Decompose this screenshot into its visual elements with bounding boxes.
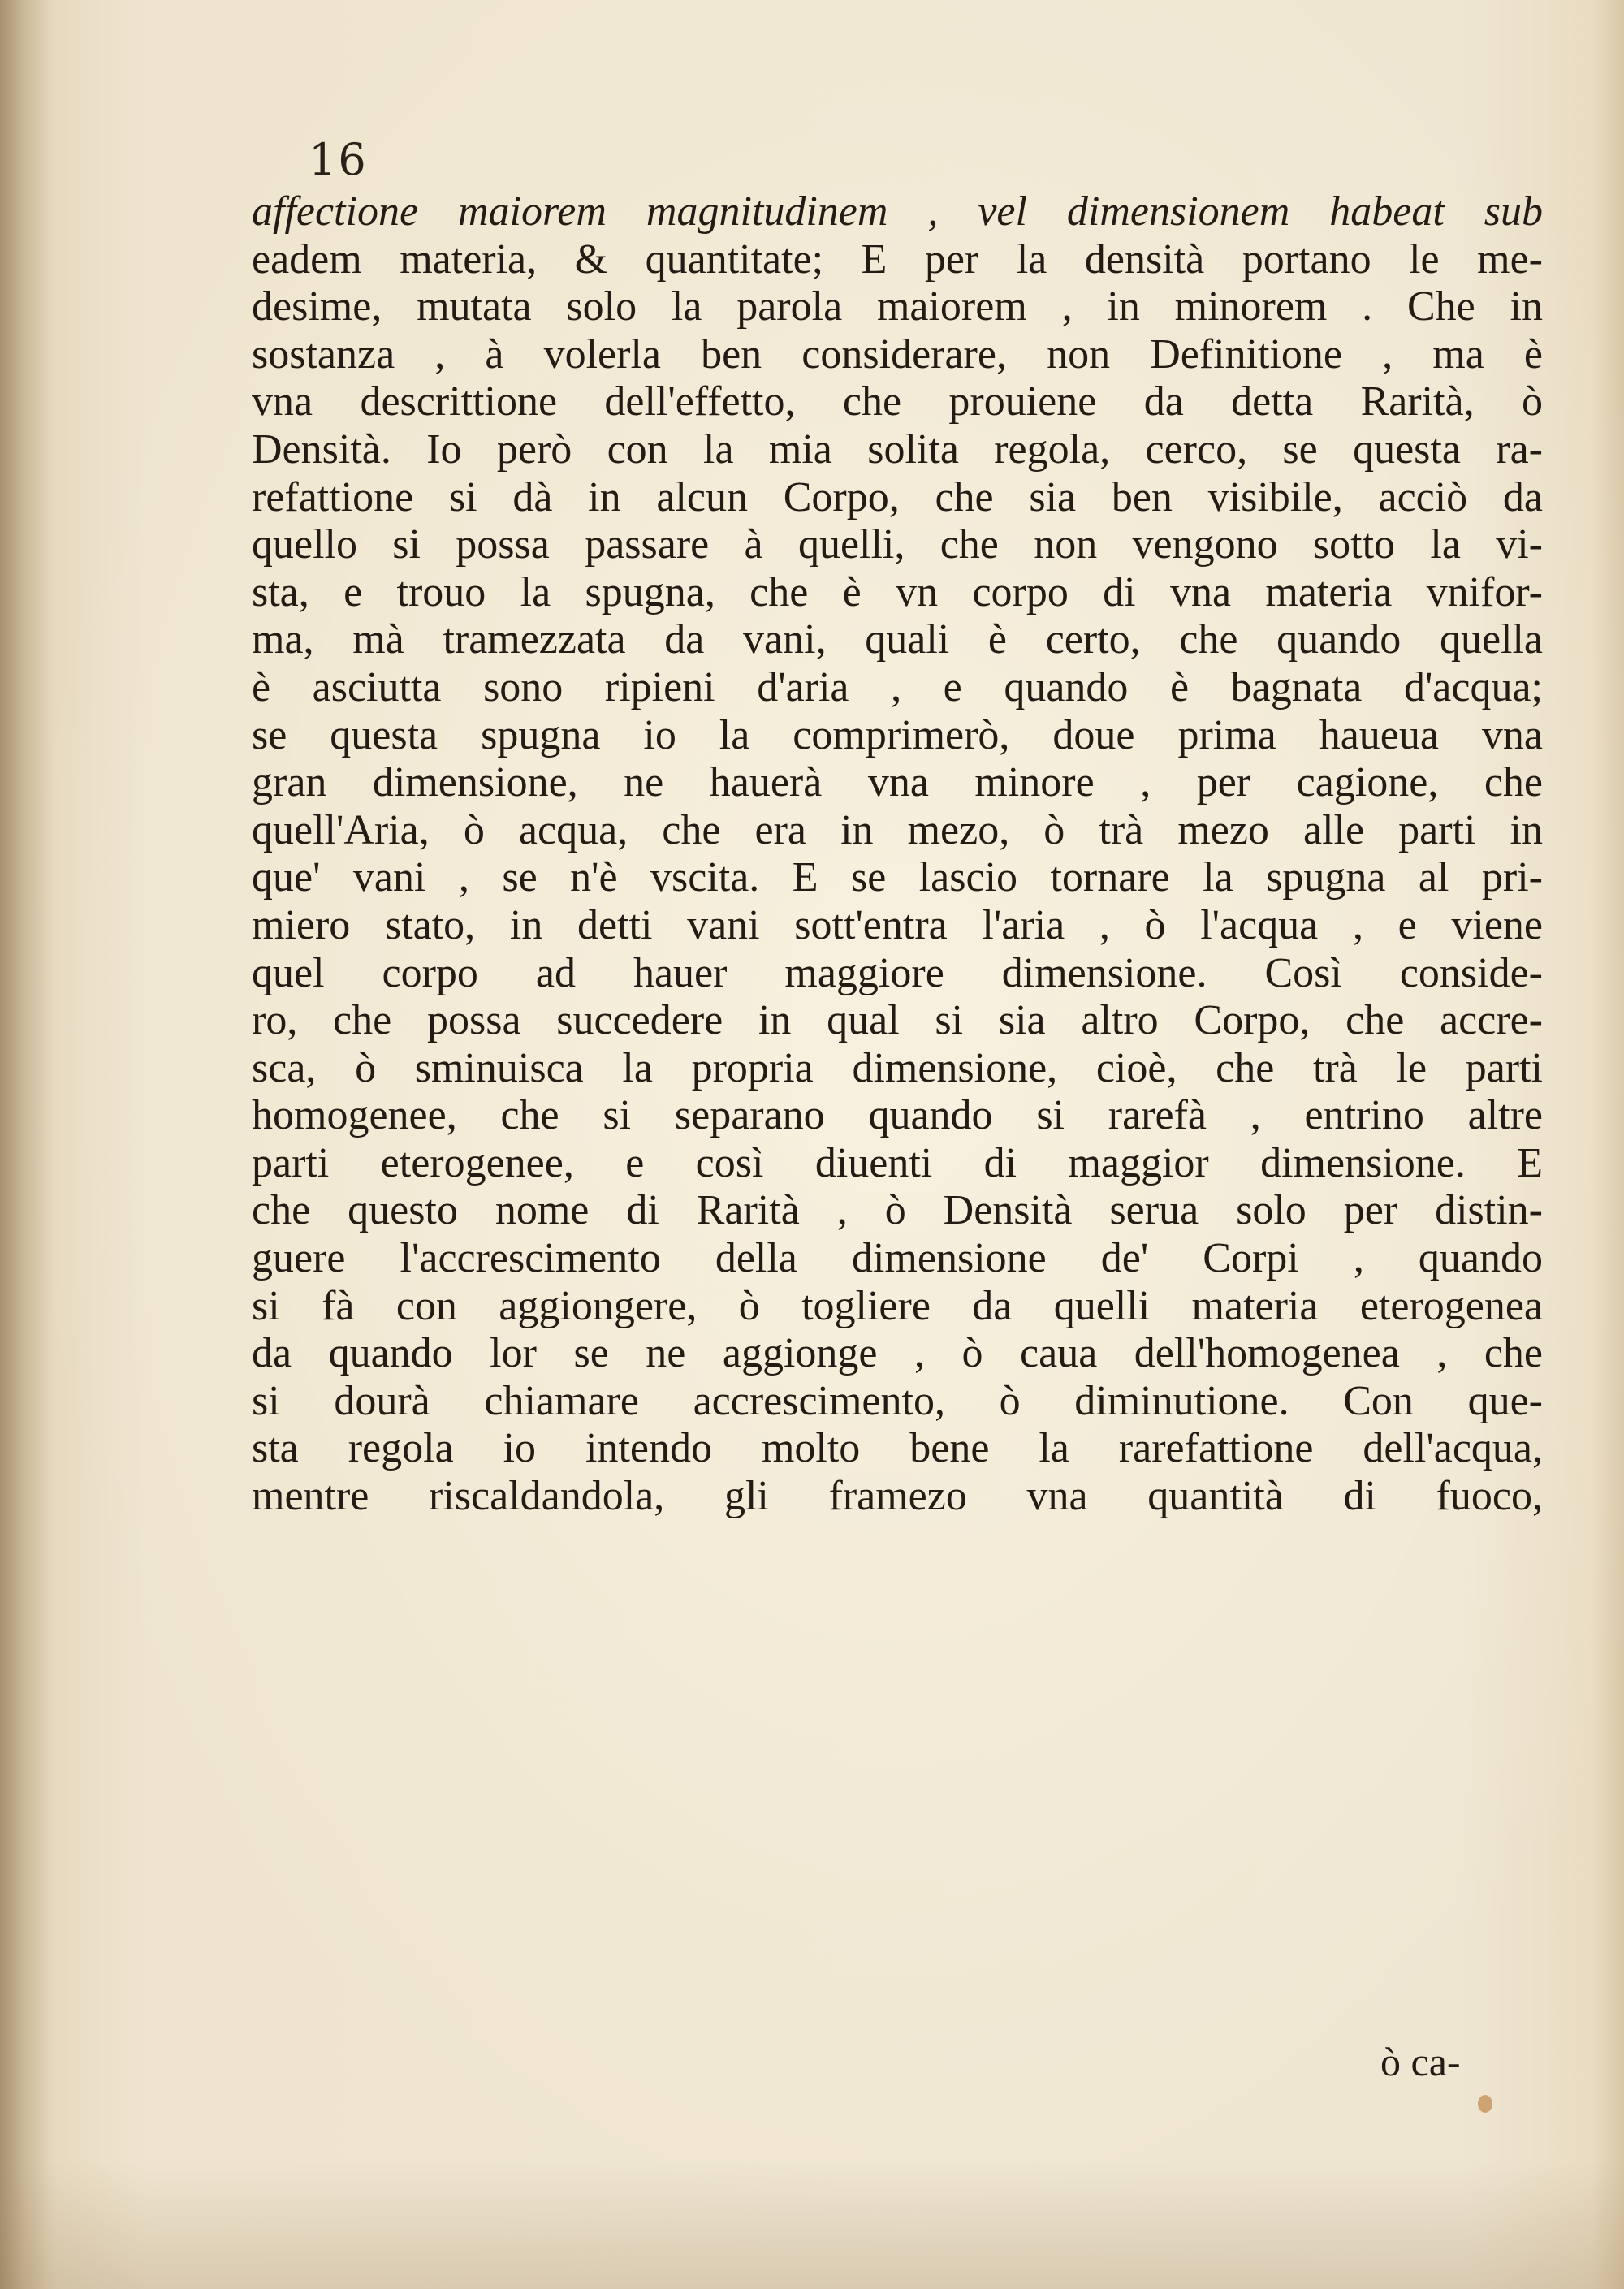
text-line: que' vani , se n'è vscita. E se lascio tornare la spugna al pri- (252, 854, 1543, 901)
text-line: quell'Aria, ò acqua, che era in mezo, ò trà mezo alle parti in (252, 806, 1543, 853)
text-line: guere l'accrescimento della dimensione de' Corpi , quando (252, 1235, 1543, 1282)
text-line: sostanza , à volerla ben considerare, non Definitione , ma è (252, 330, 1543, 378)
text-line: affectione maiorem magnitudinem , vel dimensionem habeat sub (252, 188, 1543, 235)
text-line: da quando lor se ne aggionge , ò caua dell'homogenea , che (252, 1330, 1543, 1377)
catchword: ò ca- (1380, 2039, 1461, 2084)
page-wear (0, 2159, 1624, 2289)
text-line: è asciutta sono ripieni d'aria , e quando è bagnata d'acqua; (252, 663, 1543, 710)
text-line: ma, mà tramezzata da vani, quali è certo, che quando quella (252, 616, 1543, 663)
text-line: si fà con aggiongere, ò togliere da quelli materia eterogenea (252, 1282, 1543, 1329)
text-line: gran dimensione, ne hauerà vna minore , per cagione, che (252, 759, 1543, 806)
text-line: sca, ò sminuisca la propria dimensione, cioè, che trà le parti (252, 1044, 1543, 1091)
text-line: refattione si dà in alcun Corpo, che sia ben visibile, acciò da (252, 473, 1543, 520)
ink-stain (1478, 2095, 1492, 2113)
text-line: desime, mutata solo la parola maiorem , in minorem . Che in (252, 283, 1543, 330)
text-line: quello si possa passare à quelli, che non vengono sotto la vi- (252, 521, 1543, 568)
text-line: eadem materia, & quantitate; E per la densità portano le me- (252, 235, 1543, 283)
text-line: vna descrittione dell'effetto, che prouiene da detta Rarità, ò (252, 378, 1543, 425)
text-line: mentre riscaldandola, gli framezo vna quantità di fuoco, (252, 1473, 1543, 1520)
page-number: 16 (309, 134, 368, 185)
text-line: quel corpo ad hauer maggiore dimensione. Così conside- (252, 949, 1543, 996)
text-line: Densità. Io però con la mia solita regola, cerco, se questa ra- (252, 425, 1543, 473)
body-text (252, 188, 1543, 1521)
text-line: sta regola io intendo molto bene la rarefattione dell'acqua, (252, 1425, 1543, 1472)
binding-shadow (0, 0, 57, 2289)
text-line: sta, e trouo la spugna, che è vn corpo di vna materia vnifor- (252, 568, 1543, 615)
text-line: parti eterogenee, e così diuenti di maggior dimensione. E (252, 1139, 1543, 1186)
text-line: si dourà chiamare accrescimento, ò diminutione. Con que- (252, 1377, 1543, 1424)
text-line: miero stato, in detti vani sott'entra l'aria , ò l'acqua , e viene (252, 901, 1543, 948)
text-line: homogenee, che si separano quando si rarefà , entrino altre (252, 1092, 1543, 1139)
text-line: se questa spugna io la comprimerò, doue prima haueua vna (252, 711, 1543, 758)
text-line: ro, che possa succedere in qual si sia altro Corpo, che accre- (252, 997, 1543, 1044)
text-line: che questo nome di Rarità , ò Densità serua solo per distin- (252, 1187, 1543, 1234)
